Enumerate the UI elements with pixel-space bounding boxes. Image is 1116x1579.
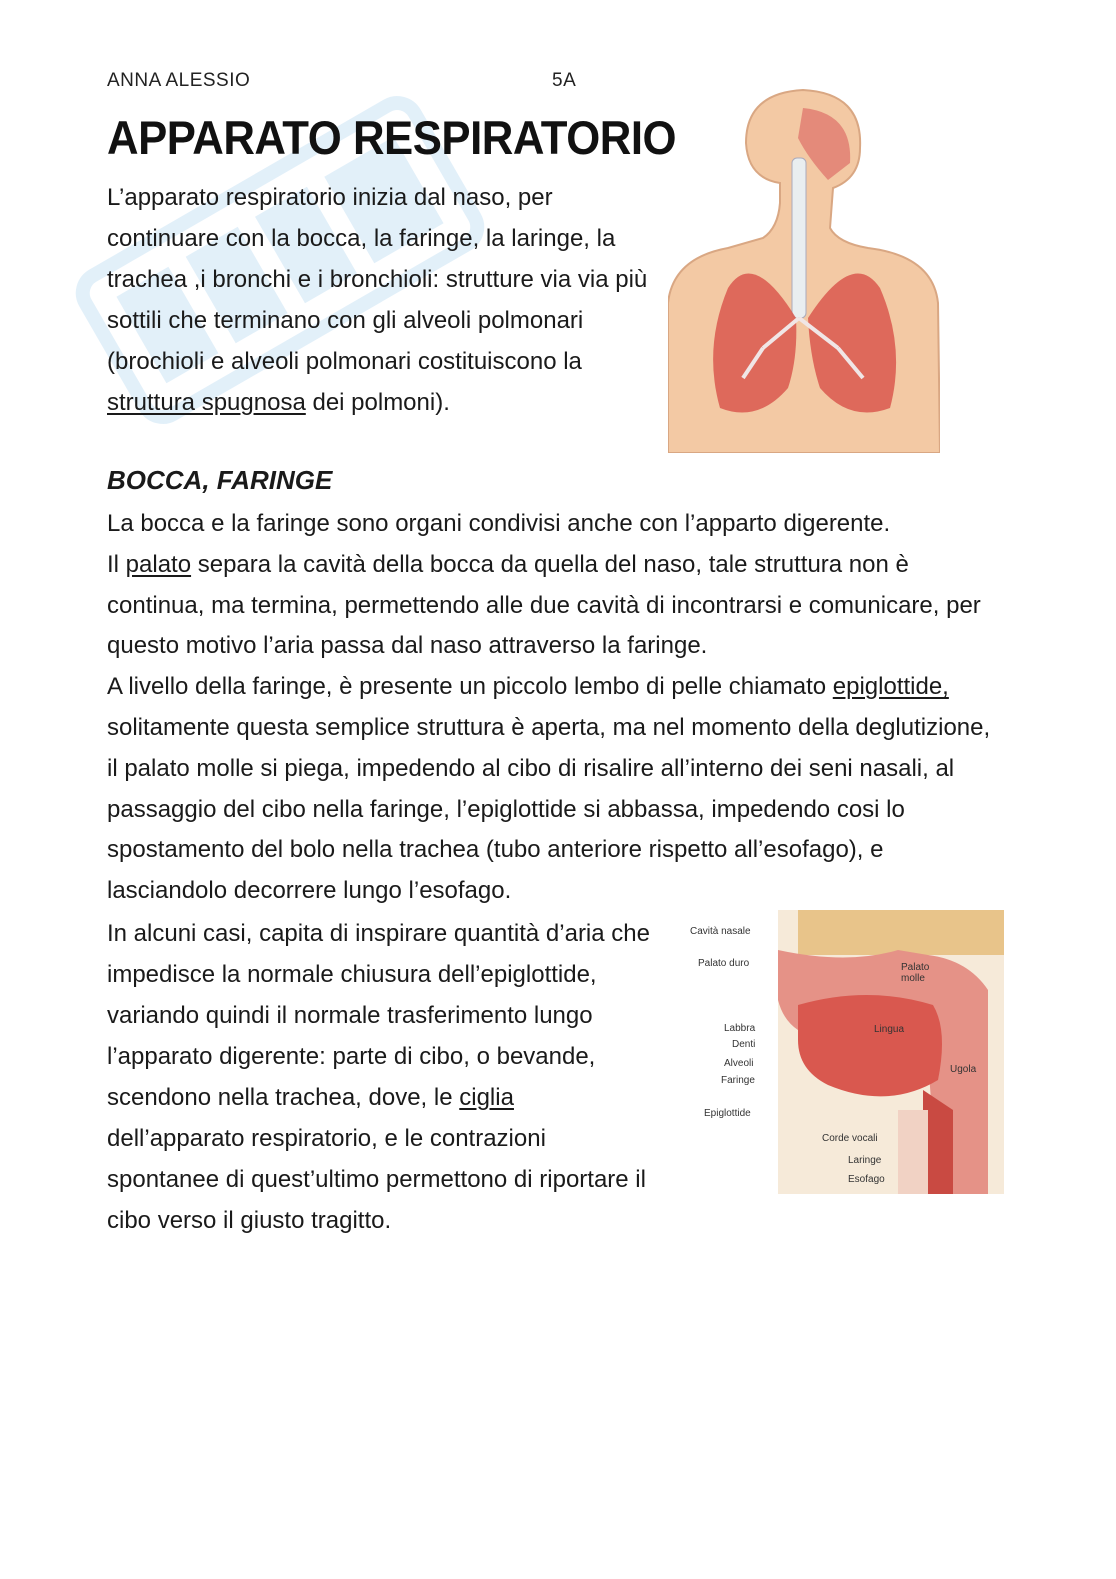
paragraph-4: In alcuni casi, capita di inspirare quantità d’aria che impedisce la normale chiusura dell’epiglottide, variando quindi il normale trasferimento lungo l’apparato digerente: parte di cibo, o bevande, scendono nella trachea, dove, le ciglia dell’apparato respiratorio, e le contrazioni spontanee di quest’ultimo permettono di riportare il cibo verso il giusto tragitto. bbox=[107, 920, 650, 1234]
mouth-pharynx-diagram bbox=[688, 910, 1004, 1194]
paragraph-2: Il palato separa la cavità della bocca da quella del naso, tale struttura non è continua, ma termina, permettendo alle due cavità di incontrarsi e comunicare, per questo motivo l’aria passa dal naso attraverso la faringe. bbox=[107, 550, 981, 660]
label-cavita-nasale: Cavità nasale bbox=[690, 926, 751, 937]
page-title: APPARATO RESPIRATORIO bbox=[107, 111, 677, 164]
paragraph-1: La bocca e la faringe sono organi condivisi anche con l’apparto digerente. bbox=[107, 510, 891, 537]
label-ugola: Ugola bbox=[950, 1064, 977, 1075]
section-body bbox=[107, 504, 1007, 912]
class-label: 5A bbox=[552, 70, 577, 91]
label-labbra: Labbra bbox=[724, 1023, 756, 1034]
paragraph-3: A livello della faringe, è presente un piccolo lembo di pelle chiamato epiglottide, solitamente questa semplice struttura è aperta, ma nel momento della deglutizione, il palato molle si piega, impedendo al cibo di risalire all’interno dei seni nasali, al passaggio del cibo nella faringe, l’epiglottide si abbassa, impedendo cosi lo spostamento del bolo nella trachea (tubo anteriore rispetto all’esofago), e lasciandolo decorrere lungo l’esofago. bbox=[107, 673, 991, 905]
label-palato-duro: Palato duro bbox=[698, 958, 750, 969]
respiratory-system-illustration bbox=[668, 88, 940, 453]
label-denti: Denti bbox=[732, 1039, 756, 1050]
label-alveoli: Alveoli bbox=[724, 1058, 754, 1069]
label-molle: molle bbox=[901, 973, 925, 984]
section-title: BOCCA, FARINGE bbox=[107, 465, 333, 495]
label-laringe: Laringe bbox=[848, 1155, 882, 1166]
label-corde-vocali: Corde vocali bbox=[822, 1133, 878, 1144]
underlined-term: struttura spugnosa bbox=[107, 389, 306, 416]
label-lingua: Lingua bbox=[874, 1024, 905, 1035]
label-faringe: Faringe bbox=[721, 1075, 755, 1086]
label-palato: Palato bbox=[901, 962, 930, 973]
author-name: ANNA ALESSIO bbox=[107, 70, 251, 91]
label-epiglottide: Epiglottide bbox=[704, 1108, 751, 1119]
label-esofago: Esofago bbox=[848, 1174, 885, 1185]
intro-paragraph: L’apparato respiratorio inizia dal naso, per continuare con la bocca, la faringe, la laringe, la trachea ,i bronchi e i bronchioli: strutture via via più sottili che terminano con gli alveoli polmonari (brochioli e alveoli polmonari costituiscono la struttura spugnosa dei polmoni). bbox=[107, 184, 648, 416]
